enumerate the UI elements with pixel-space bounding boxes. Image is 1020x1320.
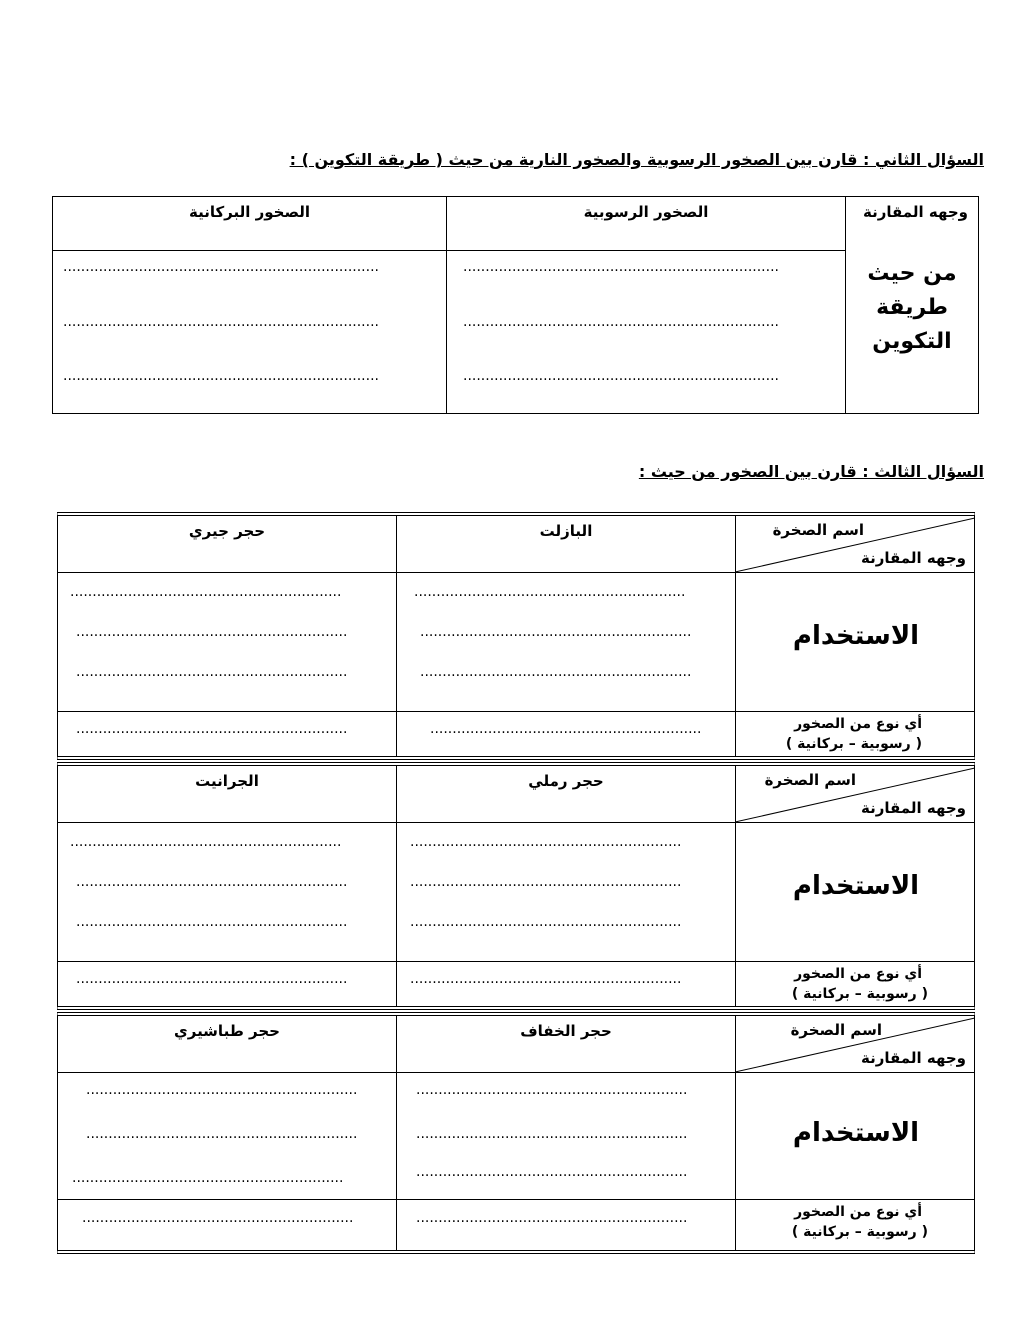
- q2-title: السؤال الثاني : قارن بين الصخور الرسوبية والصخور النارية من حيث ( طريقة التكوين ) :: [289, 150, 984, 169]
- b1-rock-b: حجر جيري: [188, 522, 266, 540]
- b1-dots-a-3[interactable]: .............................................................: [420, 664, 692, 680]
- q2-row-label: من حيث طريقة التكوين: [867, 261, 957, 354]
- q2-dots-sed-2[interactable]: .......................................................................: [463, 314, 779, 330]
- b1-dots-a-1[interactable]: .............................................................: [414, 584, 686, 600]
- b2-dots-a-2[interactable]: .............................................................: [410, 874, 682, 890]
- b3-corner-bottom: وجهه المقارنة: [861, 1049, 966, 1067]
- b1-row-divider-2: [58, 711, 974, 712]
- b3-dots-b-1[interactable]: .............................................................: [86, 1082, 358, 1098]
- q2-header-compare: وجهه المقارنة: [863, 203, 968, 221]
- q3-block-1: [57, 512, 975, 760]
- b3-type-label-1: أي نوع من الصخور: [794, 1204, 922, 1220]
- q3-block-2: [57, 762, 975, 1010]
- q2-table: [52, 196, 979, 414]
- b3-dots-type-b[interactable]: .............................................................: [82, 1210, 354, 1226]
- b2-col-divider-1: [396, 766, 397, 1006]
- q2-header-sedimentary: الصخور الرسوبية: [583, 203, 709, 221]
- b3-dots-b-3[interactable]: .............................................................: [72, 1170, 344, 1186]
- q2-dots-vol-2[interactable]: .......................................................................: [63, 314, 379, 330]
- q2-dots-vol-1[interactable]: .......................................................................: [63, 259, 379, 275]
- b1-corner-bottom: وجهه المقارنة: [861, 549, 966, 567]
- b2-dots-type-b[interactable]: .............................................................: [76, 971, 348, 987]
- b1-dots-b-1[interactable]: .............................................................: [70, 584, 342, 600]
- q2-header-volcanic: الصخور البركانية: [188, 203, 311, 221]
- b2-corner-bottom: وجهه المقارنة: [861, 799, 966, 817]
- b2-dots-b-3[interactable]: .............................................................: [76, 914, 348, 930]
- b3-dots-a-2[interactable]: .............................................................: [416, 1126, 688, 1142]
- b1-usage-label: الاستخدام: [792, 621, 920, 651]
- b1-dots-type-b[interactable]: .............................................................: [76, 721, 348, 737]
- b1-corner-top: اسم الصخرة: [772, 521, 864, 539]
- b2-dots-type-a[interactable]: .............................................................: [410, 971, 682, 987]
- q2-col-divider-2: [845, 197, 846, 413]
- b3-rock-b: حجر طباشيري: [173, 1022, 280, 1040]
- b1-type-label-1: أي نوع من الصخور: [794, 716, 922, 732]
- b1-dots-a-2[interactable]: .............................................................: [420, 624, 692, 640]
- b3-dots-a-3[interactable]: .............................................................: [416, 1164, 688, 1180]
- b3-corner-top: اسم الصخرة: [790, 1021, 882, 1039]
- b2-usage-label: الاستخدام: [792, 871, 920, 901]
- b2-dots-a-3[interactable]: .............................................................: [410, 914, 682, 930]
- b1-dots-b-3[interactable]: .............................................................: [76, 664, 348, 680]
- q2-dots-sed-1[interactable]: .......................................................................: [463, 259, 779, 275]
- q2-row-divider: [53, 250, 845, 251]
- b2-type-label-2: ( رسوبية – بركانية ): [791, 986, 928, 1002]
- b2-rock-b: الجرانيت: [195, 772, 259, 790]
- b3-col-divider-1: [396, 1016, 397, 1250]
- b1-type-label-2: ( رسوبية – بركانية ): [785, 736, 922, 752]
- b3-dots-type-a[interactable]: .............................................................: [416, 1210, 688, 1226]
- q2-col-divider-1: [446, 197, 447, 413]
- b1-rock-a: البازلت: [539, 522, 593, 540]
- b3-usage-label: الاستخدام: [792, 1118, 920, 1148]
- q3-block-3: [57, 1012, 975, 1254]
- b2-dots-a-1[interactable]: .............................................................: [410, 834, 682, 850]
- q2-dots-sed-3[interactable]: .......................................................................: [463, 368, 779, 384]
- b2-corner-top: اسم الصخرة: [764, 771, 856, 789]
- b3-dots-b-2[interactable]: .............................................................: [86, 1126, 358, 1142]
- b3-type-label-2: ( رسوبية – بركانية ): [791, 1224, 928, 1240]
- b2-row-divider-2: [58, 961, 974, 962]
- b1-dots-b-2[interactable]: .............................................................: [76, 624, 348, 640]
- b1-row-divider-1: [58, 572, 974, 573]
- b3-row-divider-2: [58, 1199, 974, 1200]
- b2-row-divider-1: [58, 822, 974, 823]
- b1-dots-type-a[interactable]: .............................................................: [430, 721, 702, 737]
- b3-row-divider-1: [58, 1072, 974, 1073]
- b2-type-label-1: أي نوع من الصخور: [794, 966, 922, 982]
- b2-dots-b-1[interactable]: .............................................................: [70, 834, 342, 850]
- b3-dots-a-1[interactable]: .............................................................: [416, 1082, 688, 1098]
- b2-dots-b-2[interactable]: .............................................................: [76, 874, 348, 890]
- q3-title: السؤال الثالث : قارن بين الصخور من حيث :: [638, 462, 984, 481]
- b3-rock-a: حجر الخفاف: [520, 1022, 612, 1040]
- q2-dots-vol-3[interactable]: .......................................................................: [63, 368, 379, 384]
- b1-col-divider-1: [396, 516, 397, 756]
- b2-rock-a: حجر رملي: [528, 772, 604, 790]
